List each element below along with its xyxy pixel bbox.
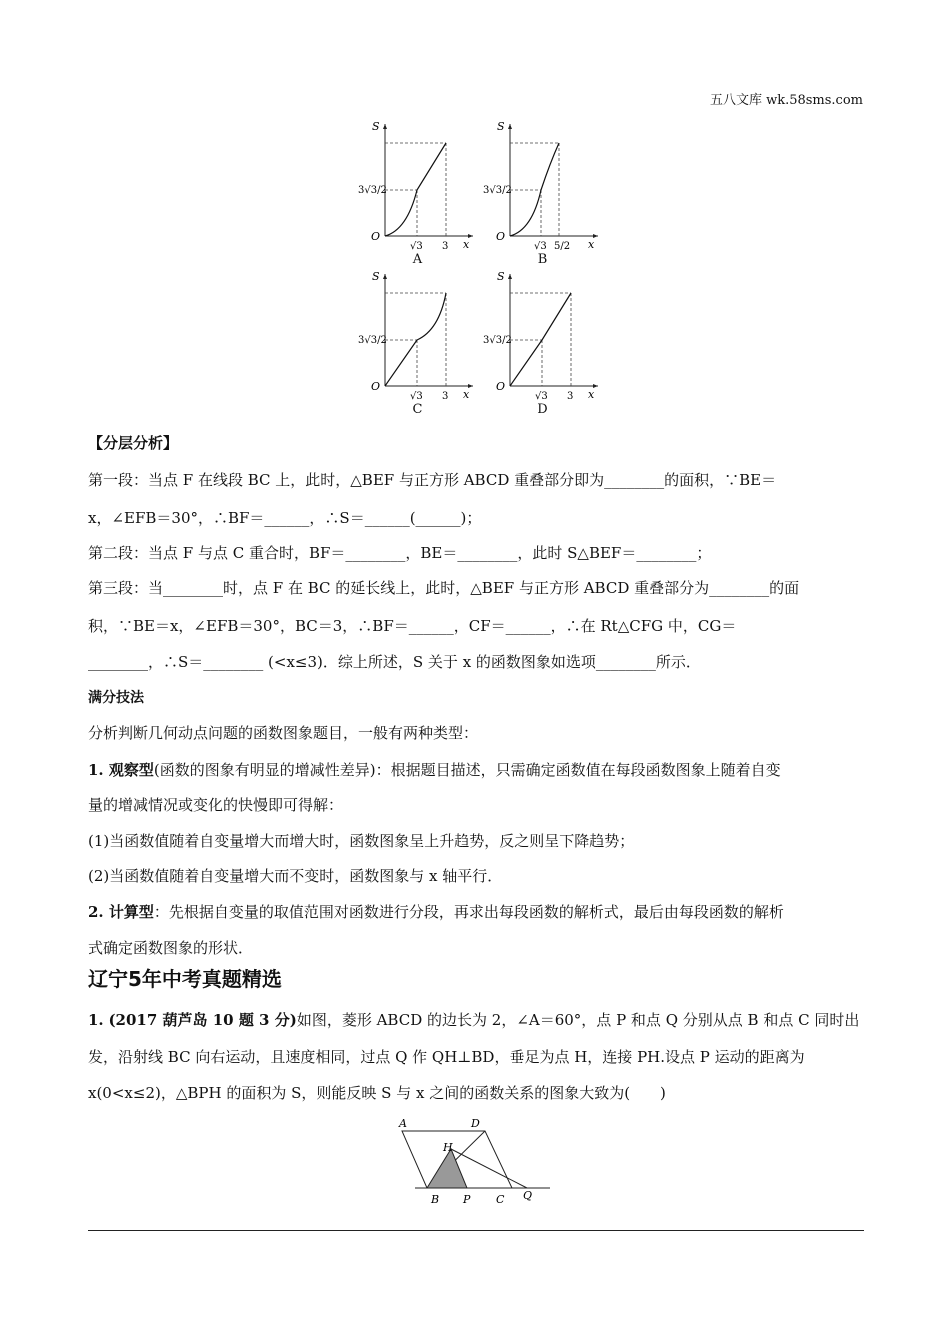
- problem-line-1: [88, 1010, 864, 1030]
- rhombus-figure: [395, 1113, 555, 1208]
- graph-d-label: D: [537, 402, 548, 417]
- problem-line-1-text: 如图，菱形 ABCD 的边长为 2，∠A＝60°，点 P 和点 Q 分别从点 B 和点 C 同时出: [296, 1011, 860, 1029]
- origin-label: O: [496, 230, 506, 243]
- xtick2-label: 3: [442, 391, 449, 402]
- problem-source: (2017 葫芦岛 10 题 3 分): [108, 1011, 297, 1029]
- graph-b-label: B: [537, 252, 548, 267]
- graph-d: [480, 268, 605, 418]
- xtick2-label: 3: [567, 391, 574, 402]
- method-type1-text: (函数的图象有明显的增减性差异)：根据题目描述，只需确定函数值在每段函数图象上随着自变: [153, 761, 781, 779]
- problem-line-3: x(0<x≤2)，△BPH 的面积为 S，则能反映 S 与 x 之间的函数关系的图象大致为( ): [88, 1084, 666, 1102]
- x-label: x: [588, 388, 595, 401]
- xtick1-label: √3: [535, 391, 548, 402]
- analysis-line-5: 积，∵BE＝x，∠EFB＝30°，BC＝3，∴BF＝______，CF＝______，∴在 Rt△CFG 中，CG＝: [88, 617, 737, 635]
- method-type2-label: 2. 计算型: [88, 903, 154, 921]
- ytick-label: 3√3/2: [483, 185, 512, 196]
- xtick1-label: √3: [410, 241, 423, 252]
- graph-b: [480, 118, 605, 268]
- label-c: C: [496, 1193, 505, 1206]
- label-h: H: [443, 1141, 453, 1154]
- analysis-line-1: 第一段：当点 F 在线段 BC 上，此时，△BEF 与正方形 ABCD 重叠部分即为________的面积，∵BE＝: [88, 471, 777, 489]
- analysis-line-3: 第二段：当点 F 与点 C 重合时，BF＝________，BE＝________，此时 S△BEF＝________；: [88, 544, 712, 562]
- label-p: P: [463, 1193, 471, 1206]
- method-p3: (2)当函数值随着自变量增大而不变时，函数图象与 x 轴平行．: [88, 867, 503, 885]
- watermark-header: 五八文库 wk.58sms.com: [709, 93, 863, 108]
- y-label: S: [372, 120, 380, 133]
- problem-line-2: 发，沿射线 BC 向右运动，且速度相同，过点 Q 作 QH⊥BD，垂足为点 H，连接 PH.设点 P 运动的距离为: [88, 1048, 805, 1066]
- graph-c-plot: [355, 268, 480, 403]
- curve-a: [385, 143, 446, 236]
- method-intro: 分析判断几何动点问题的函数图象题目，一般有两种类型：: [88, 724, 479, 742]
- bottom-rule: [88, 1230, 864, 1231]
- curve-d: [510, 293, 571, 386]
- origin-label: O: [496, 380, 506, 393]
- graph-a-plot: [355, 118, 480, 253]
- label-q: Q: [523, 1189, 533, 1202]
- xtick1-label: √3: [410, 391, 423, 402]
- ytick-label: 3√3/2: [358, 185, 387, 196]
- graph-a: [355, 118, 480, 268]
- xtick2-label: 3: [442, 241, 449, 252]
- method-heading: 满分技法: [88, 690, 144, 706]
- answer-graphs: [355, 118, 605, 428]
- graph-c: [355, 268, 480, 418]
- graph-d-plot: [480, 268, 605, 403]
- analysis-line-4: 第三段：当________时，点 F 在 BC 的延长线上，此时，△BEF 与正方形 ABCD 重叠部分为________的面: [88, 579, 800, 597]
- method-p4b: 式确定函数图象的形状．: [88, 939, 254, 957]
- y-label: S: [372, 270, 380, 283]
- ytick-label: 3√3/2: [358, 335, 387, 346]
- origin-label: O: [371, 230, 381, 243]
- x-label: x: [463, 388, 470, 401]
- curve-b: [510, 143, 559, 236]
- origin-label: O: [371, 380, 381, 393]
- problem-number: 1.: [88, 1011, 104, 1029]
- graph-b-plot: [480, 118, 605, 253]
- x-label: x: [463, 238, 470, 251]
- xtick1-label: √3: [534, 241, 547, 252]
- graph-c-label: C: [412, 402, 423, 417]
- graph-a-label: A: [412, 252, 423, 267]
- curve-c: [385, 293, 446, 386]
- analysis-line-2: x，∠EFB＝30°，∴BF＝______，∴S＝______(______)；: [88, 509, 482, 527]
- analysis-line-6: ________，∴S＝________ (<x≤3)．综上所述，S 关于 x 的函数图象如选项________所示．: [88, 653, 701, 671]
- xtick2-label: 5/2: [554, 241, 571, 252]
- y-label: S: [497, 120, 505, 133]
- method-p2: (1)当函数值随着自变量增大而增大时，函数图象呈上升趋势，反之则呈下降趋势；: [88, 832, 635, 850]
- method-p1a: [88, 760, 864, 780]
- x-label: x: [588, 238, 595, 251]
- ytick-label: 3√3/2: [483, 335, 512, 346]
- rhombus-diagram: [395, 1113, 555, 1208]
- method-type2-text: ：先根据自变量的取值范围对函数进行分段，再求出每段函数的解析式，最后由每段函数的解析: [153, 903, 784, 921]
- method-type1-label: 1. 观察型: [88, 761, 154, 779]
- section-title: 辽宁5年中考真题精选: [88, 967, 282, 991]
- label-d: D: [471, 1117, 480, 1130]
- method-p1b: 量的增减情况或变化的快慢即可得解：: [88, 796, 344, 814]
- label-a: A: [399, 1117, 407, 1130]
- analysis-heading: 【分层分析】: [88, 434, 179, 452]
- label-b: B: [431, 1193, 440, 1206]
- y-label: S: [497, 270, 505, 283]
- method-p4a: [88, 902, 864, 922]
